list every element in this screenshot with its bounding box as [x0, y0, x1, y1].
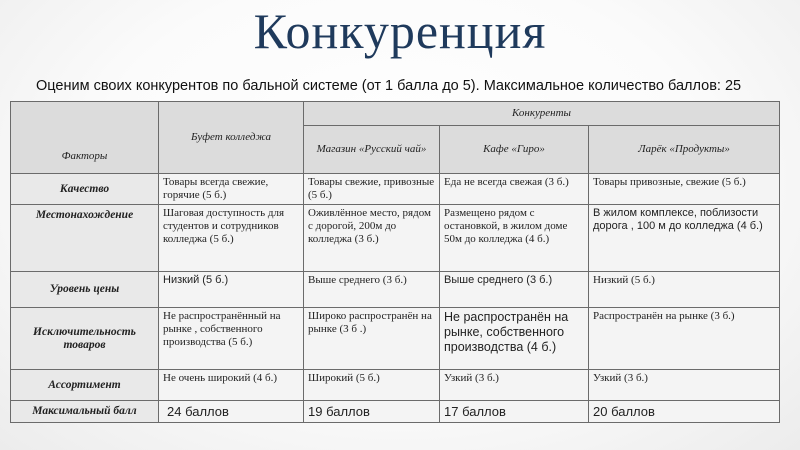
buffet-cell: Не очень широкий (4 б.) [159, 370, 304, 401]
header-shop: Магазин «Русский чай» [304, 126, 440, 174]
table-row [11, 370, 780, 401]
kiosk-cell: Товары привозные, свежие (5 б.) [589, 174, 780, 205]
kiosk-cell: Распространён на рынке (3 б.) [589, 308, 780, 370]
kiosk-score: 20 баллов [589, 401, 780, 423]
table-row [11, 272, 780, 308]
table-row [11, 401, 780, 423]
cafe-cell: Еда не всегда свежая (3 б.) [440, 174, 589, 205]
table-row [11, 205, 780, 272]
factor-cell: Исключительность товаров [11, 308, 159, 370]
header-cafe: Кафе «Гиро» [440, 126, 589, 174]
factor-cell: Максимальный балл [11, 401, 159, 423]
competition-table [10, 101, 780, 423]
header-buffet: Буфет колледжа [159, 102, 304, 174]
factor-cell: Ассортимент [11, 370, 159, 401]
buffet-score: 24 баллов [159, 401, 304, 423]
header-competitors: Конкуренты [304, 102, 780, 126]
kiosk-cell: Узкий (3 б.) [589, 370, 780, 401]
shop-cell: Широкий (5 б.) [304, 370, 440, 401]
shop-cell: Широко распространён на рынке (3 б .) [304, 308, 440, 370]
page-title: Конкуренция [253, 3, 547, 59]
cafe-score: 17 баллов [440, 401, 589, 423]
cafe-cell: Узкий (3 б.) [440, 370, 589, 401]
buffet-cell: Не распространённый на рынке , собственного производства (5 б.) [159, 308, 304, 370]
table-row [11, 174, 780, 205]
buffet-cell: Низкий (5 б.) [159, 272, 304, 308]
shop-cell: Оживлённое место, рядом с дорогой, 200м до колледжа (3 б.) [304, 205, 440, 272]
shop-cell: Выше среднего (3 б.) [304, 272, 440, 308]
header-factors: Факторы [11, 102, 159, 174]
shop-cell: Товары свежие, привозные (5 б.) [304, 174, 440, 205]
buffet-cell: Шаговая доступность для студентов и сотрудников колледжа (5 б.) [159, 205, 304, 272]
header-kiosk: Ларёк «Продукты» [589, 126, 780, 174]
cafe-cell: Размещено рядом с остановкой, в жилом доме 50м до колледжа (4 б.) [440, 205, 589, 272]
cafe-cell: Выше среднего (3 б.) [440, 272, 589, 308]
factor-cell: Местонахождение [11, 205, 159, 272]
shop-score: 19 баллов [304, 401, 440, 423]
factor-cell: Качество [11, 174, 159, 205]
table-row [11, 308, 780, 370]
cafe-cell: Не распространён на рынке, собственного производства (4 б.) [440, 308, 589, 370]
kiosk-cell: В жилом комплексе, поблизости дорога , 100 м до колледжа (4 б.) [589, 205, 780, 272]
buffet-cell: Товары всегда свежие, горячие (5 б.) [159, 174, 304, 205]
page-subtitle: Оценим своих конкурентов по бальной системе (от 1 балла до 5). Максимальное количество баллов: 25 [36, 78, 742, 94]
kiosk-cell: Низкий (5 б.) [589, 272, 780, 308]
factor-cell: Уровень цены [11, 272, 159, 308]
